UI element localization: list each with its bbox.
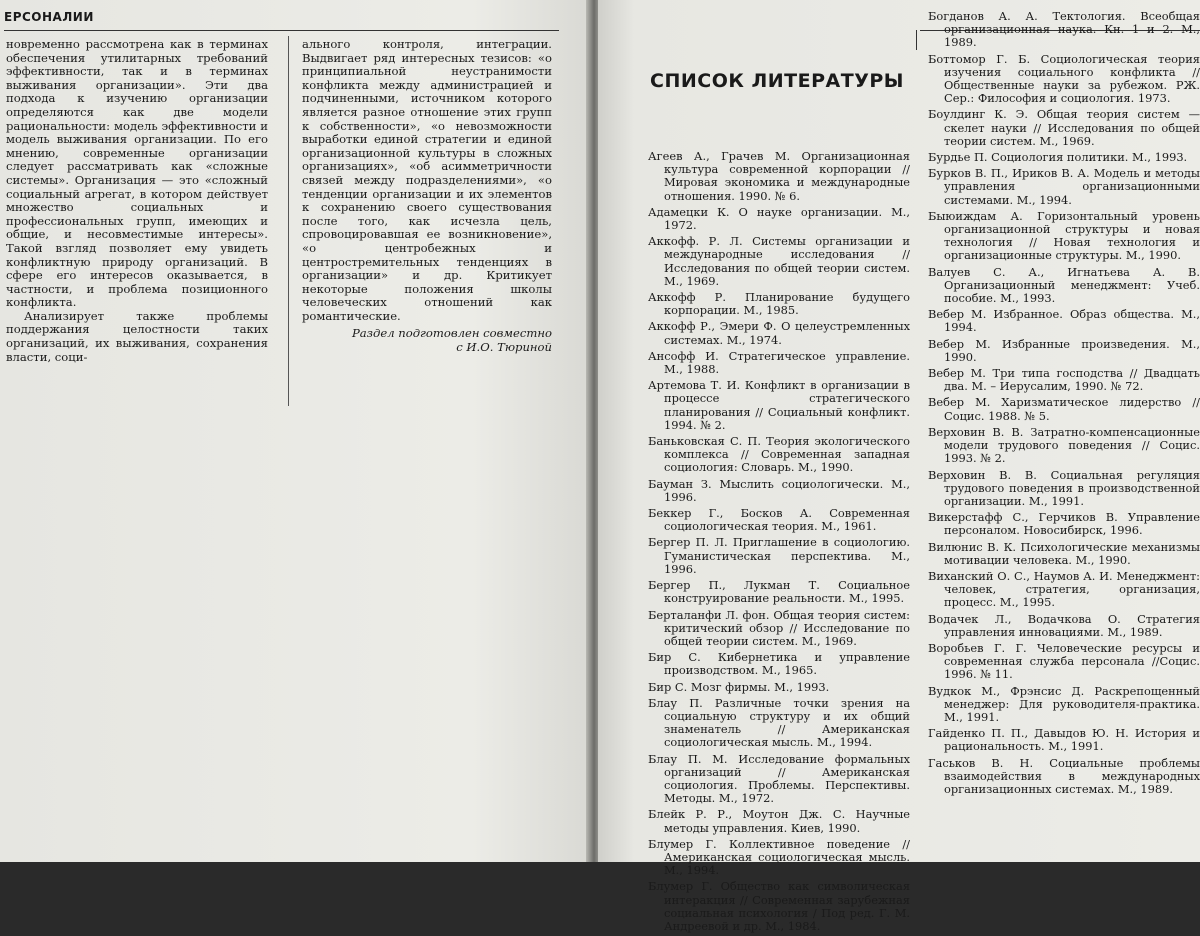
reference-entry: Быюиждам А. Горизонтальный уровень организационной структуры и новая технология // Новая технология и организационные структуры. М., 1990. — [928, 208, 1200, 263]
reference-entry: Валуев С. А., Игнатьева А. В. Организационный менеджмент: Учеб. пособие. М., 1993. — [928, 264, 1200, 306]
reference-entry: Верховин В. В. Социальная регуляция трудового поведения в производственной организации. М., 1991. — [928, 467, 1200, 508]
reference-entry: Гайденко П. П., Давыдов Ю. Н. История и рациональность. М., 1991. — [928, 726, 1200, 754]
reference-entry: Вебер М. Избранные произведения. М., 1990. — [928, 336, 1200, 364]
reference-entry: Бурдье П. Социология политики. М., 1993. — [928, 150, 1188, 165]
references-title: СПИСОК ЛИТЕРАТУРЫ — [650, 70, 904, 92]
reference-entry: Вилюнис В. К. Психологические механизмы мотивации человека. М., 1990. — [928, 539, 1200, 567]
credit-line-2: с И.О. Тюриной — [456, 340, 552, 355]
reference-entry: Блау П. Различные точки зрения на социальную структуру и их общий знаменатель // Американская социологическая мысль. М., 1994. — [648, 695, 910, 750]
credit-line-1: Раздел подготовлен совместно — [351, 326, 552, 341]
reference-entry: Бауман З. Мыслить социологически. М., 1996. — [648, 476, 910, 504]
reference-entry: Агеев А., Грачев М. Организационная культура современной корпорации // Мировая экономика и международные отношения. 1990. № 6. — [648, 149, 910, 203]
reference-entry: Беккер Г., Босков А. Современная социологическая теория. М., 1961. — [648, 506, 910, 534]
reference-entry: Вебер М. Харизматическое лидерство // Социс. 1988. № 5. — [928, 395, 1200, 423]
left-column-2 — [302, 38, 552, 355]
reference-entry: Боттомор Г. Б. Социологическая теория изучения социального конфликта // Общественные науки за рубежом. РЖ. Сер.: Философия и социология. 1973. — [928, 51, 1200, 106]
reference-entry: Богданов А. А. Тектология. Всеобщая организационная наука. Кн. 1 и 2. М., 1989. — [928, 9, 1200, 50]
reference-entry: Адамецки К. О науке организации. М., 1972. — [648, 204, 910, 233]
reference-entry: Бир С. Кибернетика и управление производством. М., 1965. — [648, 650, 910, 678]
references-column-2 — [928, 10, 1200, 799]
reference-entry: Ансофф И. Стратегическое управление. М., 1988. — [648, 348, 910, 377]
reference-entry: Блумер Г. Коллективное поведение // Американская социологическая мысль. М., 1994. — [648, 836, 910, 878]
reference-entry: Виханский О. С., Наумов А. И. Менеджмент: человек, стратегия, организация, процесс. М., 1995. — [928, 568, 1200, 610]
reference-entry: Вудкок М., Фрэнсис Д. Раскрепощенный менеджер: Для руководителя-практика. М., 1991. — [928, 683, 1200, 724]
reference-entry: Воробьев Г. Г. Человеческие ресурсы и современная служба персонала //Социс. 1996. № 11. — [928, 640, 1200, 682]
reference-entry: Верховин В. В. Затратно-компенсационные модели трудового поведения // Социс. 1993. № 2. — [928, 424, 1200, 466]
top-rule — [4, 30, 559, 31]
running-head: ЕРСОНАЛИИ — [4, 10, 94, 24]
reference-entry: Бергер П., Лукман Т. Социальное конструирование реальности. М., 1995. — [648, 578, 910, 606]
reference-entry: Гаськов В. Н. Социальные проблемы взаимодействия в международных организационных системах. М., 1989. — [928, 755, 1200, 796]
reference-entry: Аккофф Р. Планирование будущего корпорации. М., 1985. — [648, 290, 910, 318]
credit-line — [302, 327, 552, 354]
corner-rule — [916, 30, 917, 50]
paragraph: новременно рассмотрена как в терминах обеспечения утилитарных требований эффективности, так и в терминах выживания организации». Эти два подхода к изучению организации определяются как две модели рациональности: модель эффективности и модель выживания организации. По его мнению, современные организации следует рассматривать как «сложные системы». Организация — это «сложный социальный агрегат, в котором действует множество социальных и профессиональных групп, имеющих и общие, и несовместимые интересы». Такой взгляд позволяет ему увидеть конфликтную природу организаций. В сфере его интересов оказывается, в частности, и проблема позиционного конфликта. — [6, 37, 268, 310]
reference-entry: Боулдинг К. Э. Общая теория систем — скелет науки // Исследования по общей теории систем. М., 1969. — [928, 107, 1200, 148]
reference-entry: Блумер Г. Общество как символическая интеракция // Современная зарубежная социальная психология / Под ред. Г. М. Андреевой и др. М., 1984. — [648, 879, 910, 933]
column-divider — [288, 36, 289, 406]
references-column-1 — [648, 150, 910, 936]
reference-entry: Бир С. Мозг фирмы. М., 1993. — [648, 679, 830, 694]
reference-entry: Бергер П. Л. Приглашение в социологию. Гуманистическая перспектива. М., 1996. — [648, 535, 910, 576]
reference-entry: Аккофф Р., Эмери Ф. О целеустремленных системах. М., 1974. — [648, 319, 910, 347]
reference-entry: Вебер М. Три типа господства // Двадцать два. М. – Иерусалим, 1990. № 72. — [928, 366, 1200, 394]
paragraph: ального контроля, интеграции. Выдвигает ряд интересных тезисов: «о принципиальной неустранимости конфликта между администрацией и подчиненными, источником которого является разное отношение этих групп к собственности», «о невозможности выработки единой стратегии и единой организационной культуры в сложных организациях», «об асимметричности связей между подразделениями», «о тенденции организации и их элементов к сохранению своего существования после того, как исчезла цель, спровоцировавшая ее возникновение», «о центробежных и центростремительных тенденциях в организации» и др. Критикует некоторые положения школы человеческих отношений как романтические. — [302, 37, 552, 323]
left-page — [0, 0, 590, 862]
reference-entry: Вебер М. Избранное. Образ общества. М., 1994. — [928, 307, 1200, 335]
reference-entry: Аккофф. Р. Л. Системы организации и международные исследования // Исследования по общей теории систем. М., 1969. — [648, 234, 910, 288]
paragraph: Анализирует также проблемы поддержания целостности таких организаций, их выживания, сохранения власти, соци- — [6, 308, 268, 364]
left-column-1 — [6, 38, 268, 364]
reference-entry: Водачек Л., Водачкова О. Стратегия управления инновациями. М., 1989. — [928, 611, 1200, 639]
reference-entry: Блейк Р. Р., Моутон Дж. С. Научные методы управления. Киев, 1990. — [648, 807, 910, 835]
reference-entry: Бурков В. П., Ириков В. А. Модель и методы управления организационными системами. М., 1994. — [928, 166, 1200, 207]
reference-entry: Блау П. М. Исследование формальных организаций // Американская социология. Проблемы. Перспективы. Методы. М., 1972. — [648, 751, 910, 806]
reference-entry: Баньковская С. П. Теория экологического комплекса // Современная западная социология: Словарь. М., 1990. — [648, 434, 910, 475]
reference-entry: Берталанфи Л. фон. Общая теория систем: критический обзор // Исследование по общей теории систем. М., 1969. — [648, 607, 910, 648]
reference-entry: Викерстафф С., Герчиков В. Управление персоналом. Новосибирск, 1996. — [928, 510, 1200, 538]
reference-entry: Артемова Т. И. Конфликт в организации в процессе стратегического планирования // Социальный конфликт. 1994. № 2. — [648, 378, 910, 432]
